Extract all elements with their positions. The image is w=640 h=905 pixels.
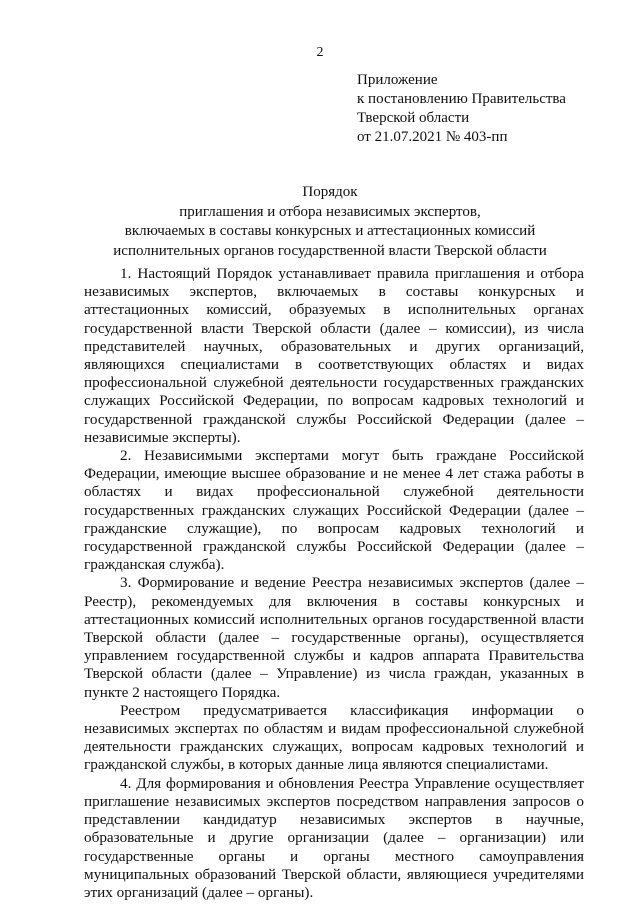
title-line: включаемых в составы конкурсных и аттестационных комиссий [124, 223, 536, 239]
paragraph-3: 3. Формирование и ведение Реестра независимых экспертов (далее – Реестр), рекомендуемых для включения в составы конкурсных и аттестационных комиссий исполнительных органов государственной власти Тверской области (далее – государственные органы), осуществляется управлением государственной службы и кадров аппарата Правительства Тверской области (далее – Управление) из числа граждан, указанных в пункте 2 настоящего Порядка. [84, 574, 584, 701]
document-body [84, 265, 584, 902]
page-number: 2 [316, 45, 324, 60]
appendix-line: Приложение [357, 72, 438, 88]
appendix-line: Тверской области [357, 110, 470, 126]
appendix-header [357, 71, 617, 147]
paragraph-3-registry: Реестром предусматривается классификация информации о независимых экспертах по областям и видам профессиональной служебной деятельности гражданских служащих, вопросам кадровых технологий и гражданской службы, в которых данные лица являются специалистами. [84, 701, 584, 774]
title-line: исполнительных органов государственной власти Тверской области [113, 242, 547, 259]
paragraph-4: 4. Для формирования и обновления Реестра Управление осуществляет приглашение независимых экспертов посредством направления запросов о представлении кандидатур независимых экспертов в научные, образовательные и другие организации (далее – организации) или государственные органы и органы местного самоуправления муниципальных образований Тверской области, являющиеся учредителями этих организаций (далее – органы). [84, 774, 584, 901]
title-line: приглашения и отбора независимых экспертов, [179, 203, 481, 220]
paragraph-2: 2. Независимыми экспертами могут быть граждане Российской Федерации, имеющие высшее образование и не менее 4 лет стажа работы в областях и видах профессиональной служебной деятельности государственных гражданских служащих Российской Федерации (далее – гражданские служащие), по вопросам кадровых технологий и государственной гражданской службы Российской Федерации (далее – гражданская служба). [84, 447, 584, 574]
paragraph-1: 1. Настоящий Порядок устанавливает правила приглашения и отбора независимых экспертов, включаемых в составы конкурсных и аттестационных комиссий, образуемых в исполнительных органах государственной власти Тверской области (далее – комиссии), из числа представителей научных, образовательных и других организаций, являющихся специалистами в соответствующих областях и видах профессиональной служебной деятельности государственных гражданских служащих Российской Федерации, по вопросам кадровых технологий и государственной гражданской службы Российской Федерации (далее – независимые эксперты). [84, 265, 584, 446]
title-line: Порядок [302, 184, 358, 200]
appendix-line: к постановлению Правительства [357, 91, 566, 107]
appendix-line: от 21.07.2021 № 403-пп [357, 129, 508, 145]
document-title [60, 183, 600, 261]
